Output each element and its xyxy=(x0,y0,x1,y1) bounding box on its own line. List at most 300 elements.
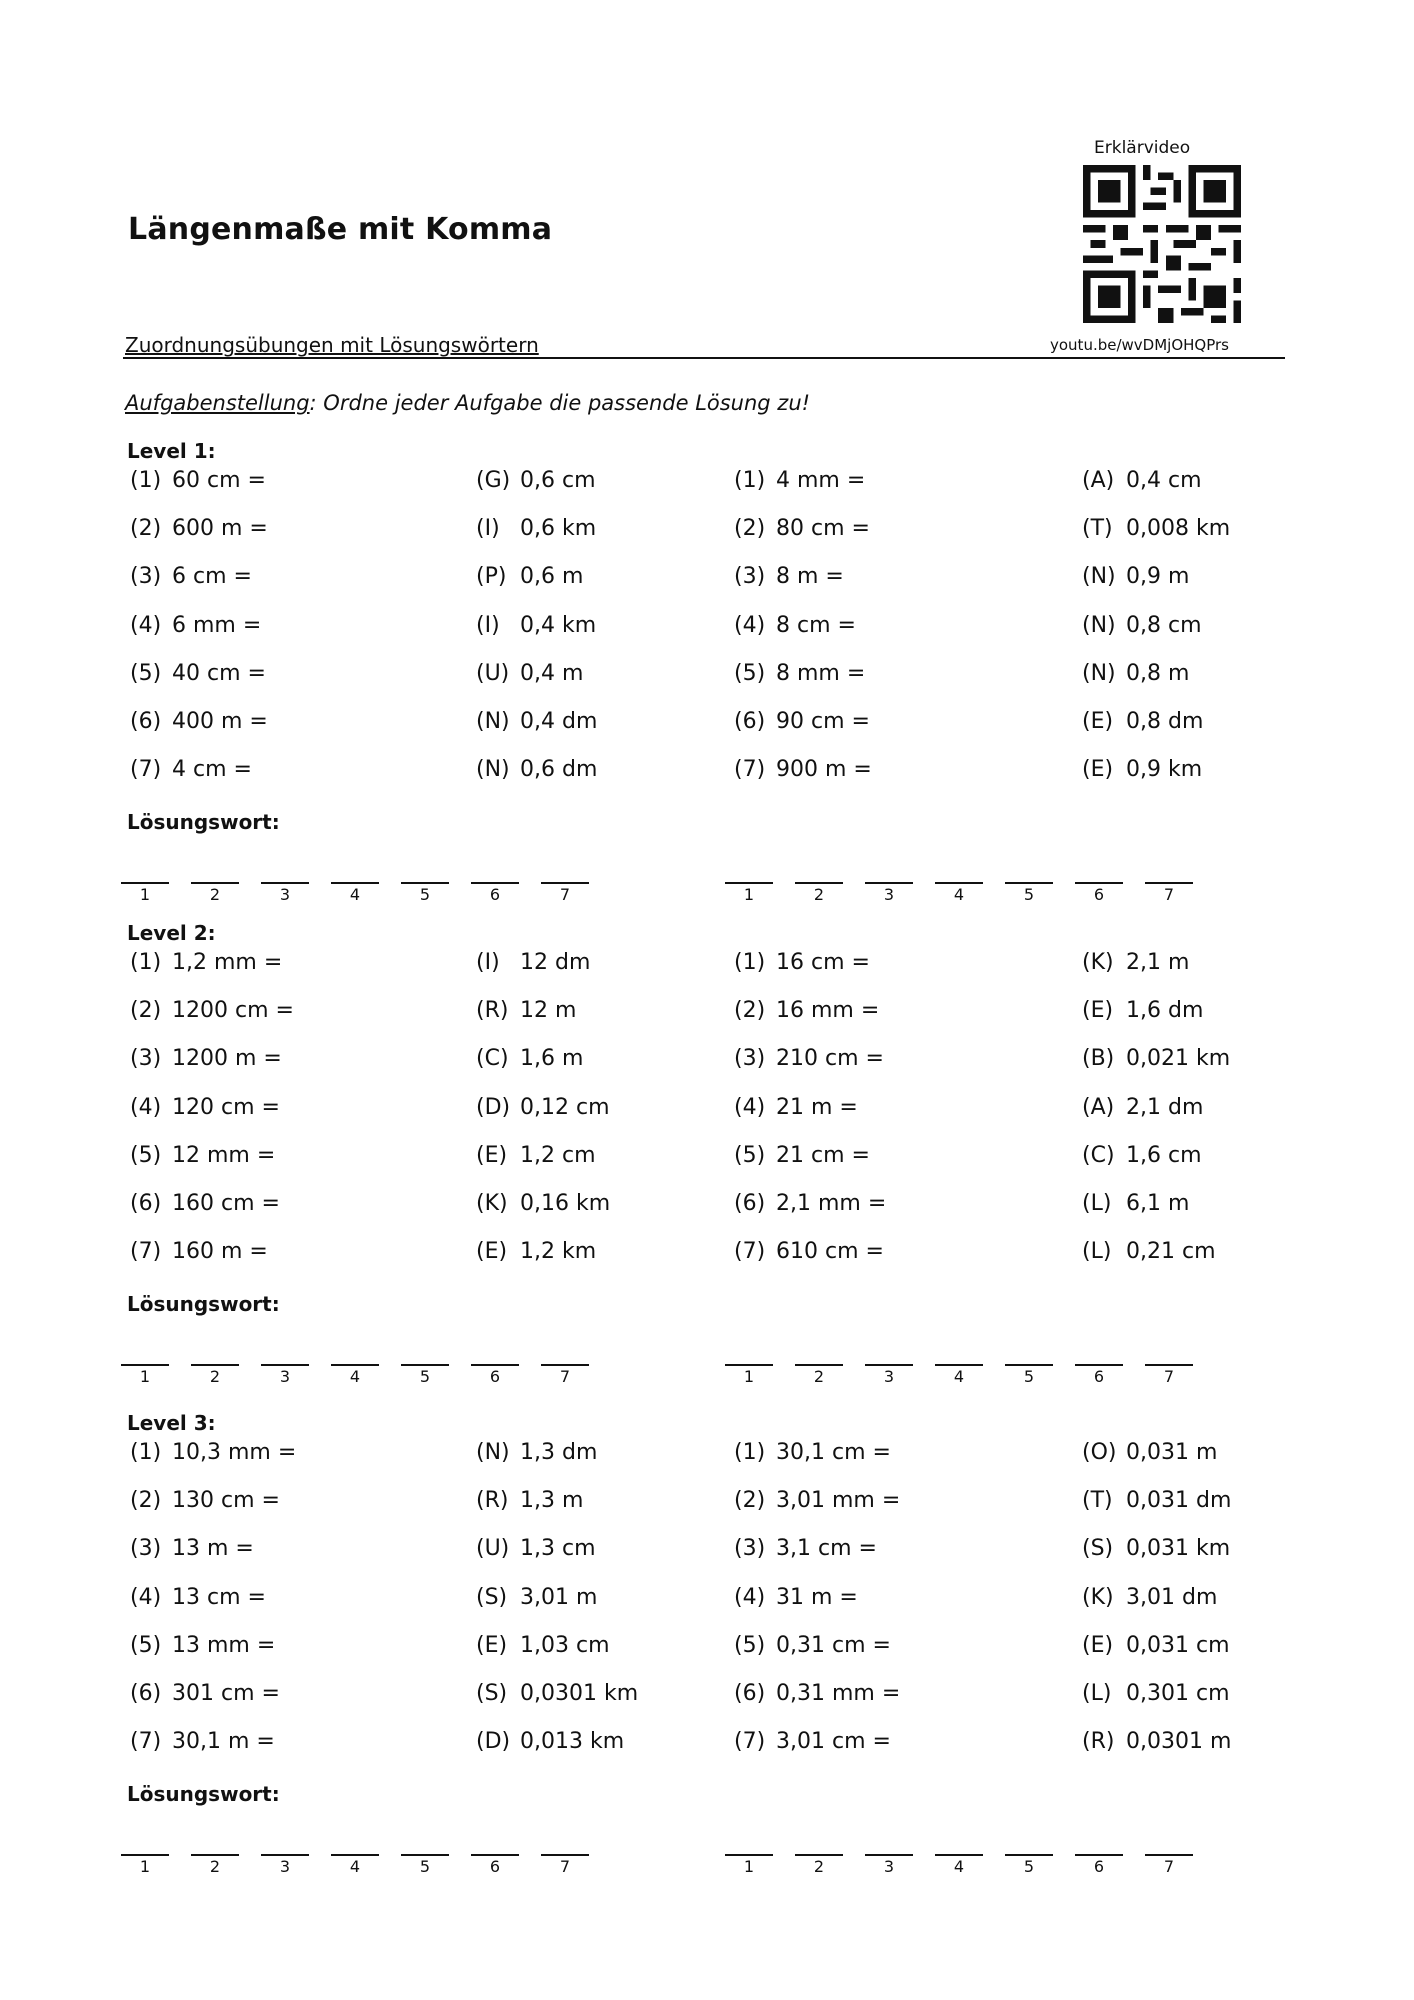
item-text: 6,1 m xyxy=(1126,1191,1190,1216)
task-lead: Aufgabenstellung xyxy=(125,391,310,415)
answer-item xyxy=(1082,1191,1189,1216)
item-text: 3,1 cm = xyxy=(776,1536,877,1562)
item-text: 0,6 dm xyxy=(520,757,598,783)
item-letter: (D) xyxy=(476,1094,511,1120)
answer-item xyxy=(476,1440,597,1465)
video-link[interactable]: youtu.be/wvDMjOHQPrs xyxy=(1050,336,1229,354)
blank-number: 1 xyxy=(139,1367,151,1386)
blank-number: 4 xyxy=(953,885,965,904)
item-text: 160 m = xyxy=(172,1239,268,1265)
answer-item xyxy=(476,468,596,493)
item-number: (6) xyxy=(734,1681,766,1706)
item-letter: (O) xyxy=(1082,1440,1117,1465)
task-item xyxy=(130,1095,280,1120)
task-item xyxy=(734,1440,891,1465)
item-text: 30,1 m = xyxy=(172,1729,275,1755)
item-number: (3) xyxy=(130,1536,162,1562)
item-text: 21 cm = xyxy=(776,1142,870,1168)
answer-item xyxy=(476,998,576,1023)
item-text: 0,031 dm xyxy=(1126,1488,1232,1514)
item-text: 0,4 cm xyxy=(1126,468,1202,493)
answer-blank[interactable] xyxy=(1005,882,1053,884)
answer-blank[interactable] xyxy=(865,882,913,884)
item-letter: (S) xyxy=(476,1584,508,1610)
answer-item xyxy=(476,613,596,638)
blank-number: 7 xyxy=(559,1367,571,1386)
item-text: 0,008 km xyxy=(1126,516,1231,542)
item-letter: (C) xyxy=(1082,1142,1115,1168)
item-letter: (P) xyxy=(476,564,507,590)
blank-number: 6 xyxy=(489,1857,501,1876)
answer-blank[interactable] xyxy=(331,1854,379,1856)
task-item xyxy=(130,516,268,541)
answer-item xyxy=(1082,1488,1231,1513)
item-number: (5) xyxy=(734,660,766,686)
item-text: 0,8 cm xyxy=(1126,612,1202,638)
task-item xyxy=(734,709,870,734)
task-item xyxy=(734,661,865,686)
answer-blank[interactable] xyxy=(401,1854,449,1856)
task-item xyxy=(130,1633,275,1658)
answer-item xyxy=(1082,1633,1230,1658)
answer-item xyxy=(1082,661,1189,686)
item-text: 8 cm = xyxy=(776,612,856,638)
item-text: 1,6 cm xyxy=(1126,1142,1202,1168)
answer-item xyxy=(476,516,596,541)
answer-blank[interactable] xyxy=(1075,882,1123,884)
answer-blank[interactable] xyxy=(725,1854,773,1856)
item-text: 8 m = xyxy=(776,564,844,590)
item-text: 0,4 dm xyxy=(520,709,598,734)
answer-item xyxy=(1082,516,1230,541)
answer-item xyxy=(1082,564,1189,589)
answer-blank[interactable] xyxy=(191,1364,239,1366)
task-item xyxy=(130,998,294,1023)
item-number: (1) xyxy=(734,1440,766,1465)
item-text: 12 mm = xyxy=(172,1142,276,1168)
item-text: 1,2 cm xyxy=(520,1142,596,1168)
item-letter: (E) xyxy=(476,1239,508,1265)
answer-blank[interactable] xyxy=(121,1364,169,1366)
answer-blank[interactable] xyxy=(1145,882,1193,884)
item-text: 610 cm = xyxy=(776,1239,884,1265)
task-item xyxy=(734,1536,877,1561)
blank-number: 7 xyxy=(559,1857,571,1876)
item-number: (5) xyxy=(130,1632,162,1658)
task-item xyxy=(734,950,870,975)
blank-number: 7 xyxy=(1163,885,1175,904)
blank-number: 1 xyxy=(139,885,151,904)
item-text: 0,21 cm xyxy=(1126,1239,1216,1265)
blank-number: 2 xyxy=(813,1367,825,1386)
blank-number: 2 xyxy=(209,885,221,904)
item-letter: (D) xyxy=(476,1729,511,1755)
item-letter: (K) xyxy=(1082,950,1114,975)
item-text: 0,8 m xyxy=(1126,660,1190,686)
item-letter: (T) xyxy=(1082,1488,1113,1514)
blank-number: 2 xyxy=(813,1857,825,1876)
answer-item xyxy=(476,1191,610,1216)
item-text: 0,4 m xyxy=(520,660,584,686)
item-text: 60 cm = xyxy=(172,468,266,493)
item-number: (6) xyxy=(130,709,162,734)
item-text: 3,01 mm = xyxy=(776,1488,901,1514)
blank-number: 3 xyxy=(279,1857,291,1876)
item-letter: (E) xyxy=(1082,1632,1114,1658)
item-letter: (I) xyxy=(476,612,500,638)
answer-item xyxy=(476,1633,610,1658)
item-text: 1,6 dm xyxy=(1126,998,1204,1024)
item-letter: (A) xyxy=(1082,1094,1115,1120)
level-heading: Level 1: xyxy=(127,439,216,463)
item-letter: (G) xyxy=(476,468,511,493)
item-text: 1200 m = xyxy=(172,1046,282,1072)
item-letter: (L) xyxy=(1082,1191,1112,1216)
task-item xyxy=(130,1488,280,1513)
answer-blank[interactable] xyxy=(935,1364,983,1366)
item-letter: (N) xyxy=(1082,660,1116,686)
item-letter: (N) xyxy=(1082,564,1116,590)
item-number: (1) xyxy=(734,950,766,975)
task-item xyxy=(130,564,252,589)
item-text: 160 cm = xyxy=(172,1191,280,1216)
task-item xyxy=(734,1239,884,1264)
item-text: 10,3 mm = xyxy=(172,1440,297,1465)
item-number: (1) xyxy=(130,468,162,493)
answer-blank[interactable] xyxy=(865,1364,913,1366)
blank-number: 5 xyxy=(419,885,431,904)
blank-number: 7 xyxy=(1163,1367,1175,1386)
item-text: 40 cm = xyxy=(172,660,266,686)
answer-item xyxy=(1082,757,1202,782)
task-item xyxy=(130,1191,280,1216)
page-title: Längenmaße mit Komma xyxy=(128,212,553,247)
item-text: 13 m = xyxy=(172,1536,254,1562)
blank-number: 6 xyxy=(489,1367,501,1386)
blank-number: 5 xyxy=(1023,885,1035,904)
item-number: (2) xyxy=(734,1488,766,1514)
item-text: 3,01 dm xyxy=(1126,1584,1218,1610)
answer-item xyxy=(1082,1095,1203,1120)
task-item xyxy=(130,661,266,686)
item-text: 13 cm = xyxy=(172,1584,266,1610)
item-number: (4) xyxy=(734,1584,766,1610)
task-item xyxy=(734,1729,891,1754)
answer-blank[interactable] xyxy=(261,882,309,884)
blank-number: 2 xyxy=(813,885,825,904)
item-text: 0,12 cm xyxy=(520,1094,610,1120)
task-item xyxy=(734,1095,858,1120)
task-item xyxy=(130,1585,266,1610)
item-text: 2,1 dm xyxy=(1126,1094,1204,1120)
item-number: (1) xyxy=(734,468,766,493)
item-text: 12 dm xyxy=(520,950,591,975)
answer-blank[interactable] xyxy=(331,1364,379,1366)
item-text: 4 cm = xyxy=(172,757,252,783)
item-text: 2,1 m xyxy=(1126,950,1190,975)
item-letter: (U) xyxy=(476,660,510,686)
item-text: 301 cm = xyxy=(172,1681,280,1706)
item-text: 1,3 dm xyxy=(520,1440,598,1465)
item-text: 0,0301 km xyxy=(520,1681,639,1706)
qr-label: Erklärvideo xyxy=(1094,138,1191,158)
item-text: 130 cm = xyxy=(172,1488,280,1514)
item-text: 31 m = xyxy=(776,1584,858,1610)
item-number: (4) xyxy=(734,1094,766,1120)
item-text: 1,2 mm = xyxy=(172,950,283,975)
task-item xyxy=(734,1633,891,1658)
item-letter: (K) xyxy=(476,1191,508,1216)
item-number: (3) xyxy=(130,1046,162,1072)
item-text: 2,1 mm = xyxy=(776,1191,887,1216)
item-text: 1,3 m xyxy=(520,1488,584,1514)
answer-blank[interactable] xyxy=(471,1364,519,1366)
answer-blank[interactable] xyxy=(261,1364,309,1366)
item-letter: (S) xyxy=(476,1681,508,1706)
item-number: (7) xyxy=(130,757,162,783)
answer-item xyxy=(1082,998,1203,1023)
item-number: (6) xyxy=(734,1191,766,1216)
task-item xyxy=(734,757,872,782)
answer-blank[interactable] xyxy=(1075,1854,1123,1856)
answer-item xyxy=(476,1046,583,1071)
answer-item xyxy=(476,1239,596,1264)
task-text: : Ordne jeder Aufgabe die passende Lösung zu! xyxy=(309,391,811,415)
answer-blank[interactable] xyxy=(1145,1364,1193,1366)
answer-blank[interactable] xyxy=(471,882,519,884)
item-letter: (T) xyxy=(1082,516,1113,542)
item-number: (1) xyxy=(130,950,162,975)
item-text: 80 cm = xyxy=(776,516,870,542)
task-item xyxy=(734,1046,884,1071)
blank-number: 3 xyxy=(279,885,291,904)
item-text: 0,031 cm xyxy=(1126,1632,1230,1658)
item-number: (1) xyxy=(130,1440,162,1465)
blank-number: 5 xyxy=(1023,1367,1035,1386)
item-text: 3,01 cm = xyxy=(776,1729,891,1755)
item-text: 1,6 m xyxy=(520,1046,584,1072)
level-heading: Level 2: xyxy=(127,921,216,945)
answer-item xyxy=(1082,1143,1202,1168)
answer-item xyxy=(476,1585,597,1610)
task-item xyxy=(130,468,266,493)
blank-number: 1 xyxy=(743,1367,755,1386)
item-letter: (B) xyxy=(1082,1046,1115,1072)
blank-number: 4 xyxy=(349,885,361,904)
item-letter: (N) xyxy=(476,709,510,734)
item-letter: (N) xyxy=(1082,612,1116,638)
item-text: 12 m xyxy=(520,998,577,1024)
item-number: (3) xyxy=(130,564,162,590)
answer-blank[interactable] xyxy=(541,1364,589,1366)
item-number: (2) xyxy=(734,516,766,542)
answer-blank[interactable] xyxy=(1075,1364,1123,1366)
answer-blank[interactable] xyxy=(795,882,843,884)
item-letter: (L) xyxy=(1082,1239,1112,1265)
answer-blank[interactable] xyxy=(191,1854,239,1856)
item-number: (4) xyxy=(130,1094,162,1120)
answer-item xyxy=(476,661,583,686)
item-number: (4) xyxy=(130,1584,162,1610)
item-number: (3) xyxy=(734,1046,766,1072)
item-number: (5) xyxy=(130,660,162,686)
item-text: 3,01 m xyxy=(520,1584,598,1610)
task-item xyxy=(130,613,261,638)
answer-item xyxy=(1082,1729,1231,1754)
item-text: 1,03 cm xyxy=(520,1632,610,1658)
answer-item xyxy=(1082,950,1189,975)
task-item xyxy=(734,1585,858,1610)
answer-blank[interactable] xyxy=(725,1364,773,1366)
task-item xyxy=(734,468,865,493)
item-letter: (E) xyxy=(476,1142,508,1168)
item-letter: (I) xyxy=(476,950,500,975)
blank-number: 3 xyxy=(883,1367,895,1386)
answer-item xyxy=(1082,613,1202,638)
item-text: 600 m = xyxy=(172,516,268,542)
answer-blank[interactable] xyxy=(331,882,379,884)
blank-number: 4 xyxy=(349,1857,361,1876)
answer-blank[interactable] xyxy=(1005,1364,1053,1366)
answer-blank[interactable] xyxy=(1005,1854,1053,1856)
answer-blank[interactable] xyxy=(261,1854,309,1856)
item-text: 0,6 m xyxy=(520,564,584,590)
item-text: 0,013 km xyxy=(520,1729,625,1755)
blank-number: 6 xyxy=(1093,1857,1105,1876)
item-text: 8 mm = xyxy=(776,660,866,686)
item-number: (2) xyxy=(130,1488,162,1514)
item-text: 0,31 mm = xyxy=(776,1681,901,1706)
blank-number: 7 xyxy=(559,885,571,904)
task-item xyxy=(130,1681,280,1706)
answer-blank[interactable] xyxy=(541,882,589,884)
item-letter: (L) xyxy=(1082,1681,1112,1706)
item-text: 0,4 km xyxy=(520,612,597,638)
item-letter: (E) xyxy=(476,1632,508,1658)
item-text: 30,1 cm = xyxy=(776,1440,891,1465)
item-text: 16 cm = xyxy=(776,950,870,975)
task-item xyxy=(734,564,844,589)
answer-blank[interactable] xyxy=(725,882,773,884)
blank-number: 4 xyxy=(349,1367,361,1386)
answer-item xyxy=(1082,1239,1216,1264)
item-text: 4 mm = xyxy=(776,468,866,493)
item-letter: (N) xyxy=(476,1440,510,1465)
item-number: (7) xyxy=(734,1729,766,1755)
answer-blank[interactable] xyxy=(865,1854,913,1856)
task-item xyxy=(734,1488,900,1513)
item-text: 16 mm = xyxy=(776,998,880,1024)
item-letter: (R) xyxy=(1082,1729,1115,1755)
answer-blank[interactable] xyxy=(401,882,449,884)
item-text: 1,3 cm xyxy=(520,1536,596,1562)
task-item xyxy=(734,1191,886,1216)
answer-item xyxy=(1082,709,1203,734)
answer-item xyxy=(476,1488,583,1513)
item-number: (7) xyxy=(130,1239,162,1265)
task-item xyxy=(734,613,856,638)
item-letter: (K) xyxy=(1082,1584,1114,1610)
qr-code-icon[interactable] xyxy=(1083,165,1241,323)
answer-item xyxy=(476,709,597,734)
task-item xyxy=(130,1046,282,1071)
item-number: (6) xyxy=(130,1681,162,1706)
answer-blank[interactable] xyxy=(121,882,169,884)
item-text: 0,301 cm xyxy=(1126,1681,1230,1706)
item-letter: (C) xyxy=(476,1046,509,1072)
answer-blank[interactable] xyxy=(541,1854,589,1856)
blank-number: 2 xyxy=(209,1367,221,1386)
item-letter: (U) xyxy=(476,1536,510,1562)
answer-blank[interactable] xyxy=(121,1854,169,1856)
item-number: (5) xyxy=(130,1142,162,1168)
answer-blank[interactable] xyxy=(471,1854,519,1856)
answer-item xyxy=(1082,1681,1230,1706)
page-subtitle: Zuordnungsübungen mit Lösungswörtern xyxy=(125,333,539,357)
task-item xyxy=(734,998,879,1023)
answer-blank[interactable] xyxy=(1145,1854,1193,1856)
item-number: (3) xyxy=(734,1536,766,1562)
item-text: 0,6 cm xyxy=(520,468,596,493)
answer-blank[interactable] xyxy=(935,882,983,884)
blank-number: 4 xyxy=(953,1857,965,1876)
item-text: 1,2 km xyxy=(520,1239,597,1265)
item-number: (4) xyxy=(130,612,162,638)
blank-number: 7 xyxy=(1163,1857,1175,1876)
blank-number: 1 xyxy=(743,885,755,904)
header-divider xyxy=(123,357,1285,359)
item-text: 0,6 km xyxy=(520,516,597,542)
item-number: (6) xyxy=(734,709,766,734)
item-text: 1200 cm = xyxy=(172,998,294,1024)
task-item xyxy=(130,1239,268,1264)
item-text: 0,031 km xyxy=(1126,1536,1231,1562)
item-text: 6 cm = xyxy=(172,564,252,590)
answer-item xyxy=(476,1143,596,1168)
item-number: (2) xyxy=(734,998,766,1024)
item-text: 210 cm = xyxy=(776,1046,884,1072)
blank-number: 3 xyxy=(279,1367,291,1386)
item-number: (4) xyxy=(734,612,766,638)
blank-number: 5 xyxy=(419,1367,431,1386)
task-instruction xyxy=(125,391,810,415)
answer-item xyxy=(476,950,590,975)
item-letter: (R) xyxy=(476,1488,509,1514)
solution-word-label: Lösungswort: xyxy=(127,1292,280,1316)
answer-blank[interactable] xyxy=(795,1364,843,1366)
task-item xyxy=(130,950,282,975)
item-number: (5) xyxy=(734,1632,766,1658)
blank-number: 4 xyxy=(953,1367,965,1386)
answer-blank[interactable] xyxy=(795,1854,843,1856)
answer-blank[interactable] xyxy=(401,1364,449,1366)
blank-number: 6 xyxy=(1093,1367,1105,1386)
item-text: 0,16 km xyxy=(520,1191,611,1216)
task-item xyxy=(130,709,268,734)
answer-blank[interactable] xyxy=(935,1854,983,1856)
item-number: (7) xyxy=(130,1729,162,1755)
item-number: (2) xyxy=(130,516,162,542)
item-text: 120 cm = xyxy=(172,1094,280,1120)
item-text: 21 m = xyxy=(776,1094,858,1120)
task-item xyxy=(130,1729,275,1754)
answer-blank[interactable] xyxy=(191,882,239,884)
task-item xyxy=(130,1143,275,1168)
answer-item xyxy=(1082,1046,1230,1071)
item-number: (7) xyxy=(734,1239,766,1265)
task-item xyxy=(130,757,252,782)
item-number: (5) xyxy=(734,1142,766,1168)
